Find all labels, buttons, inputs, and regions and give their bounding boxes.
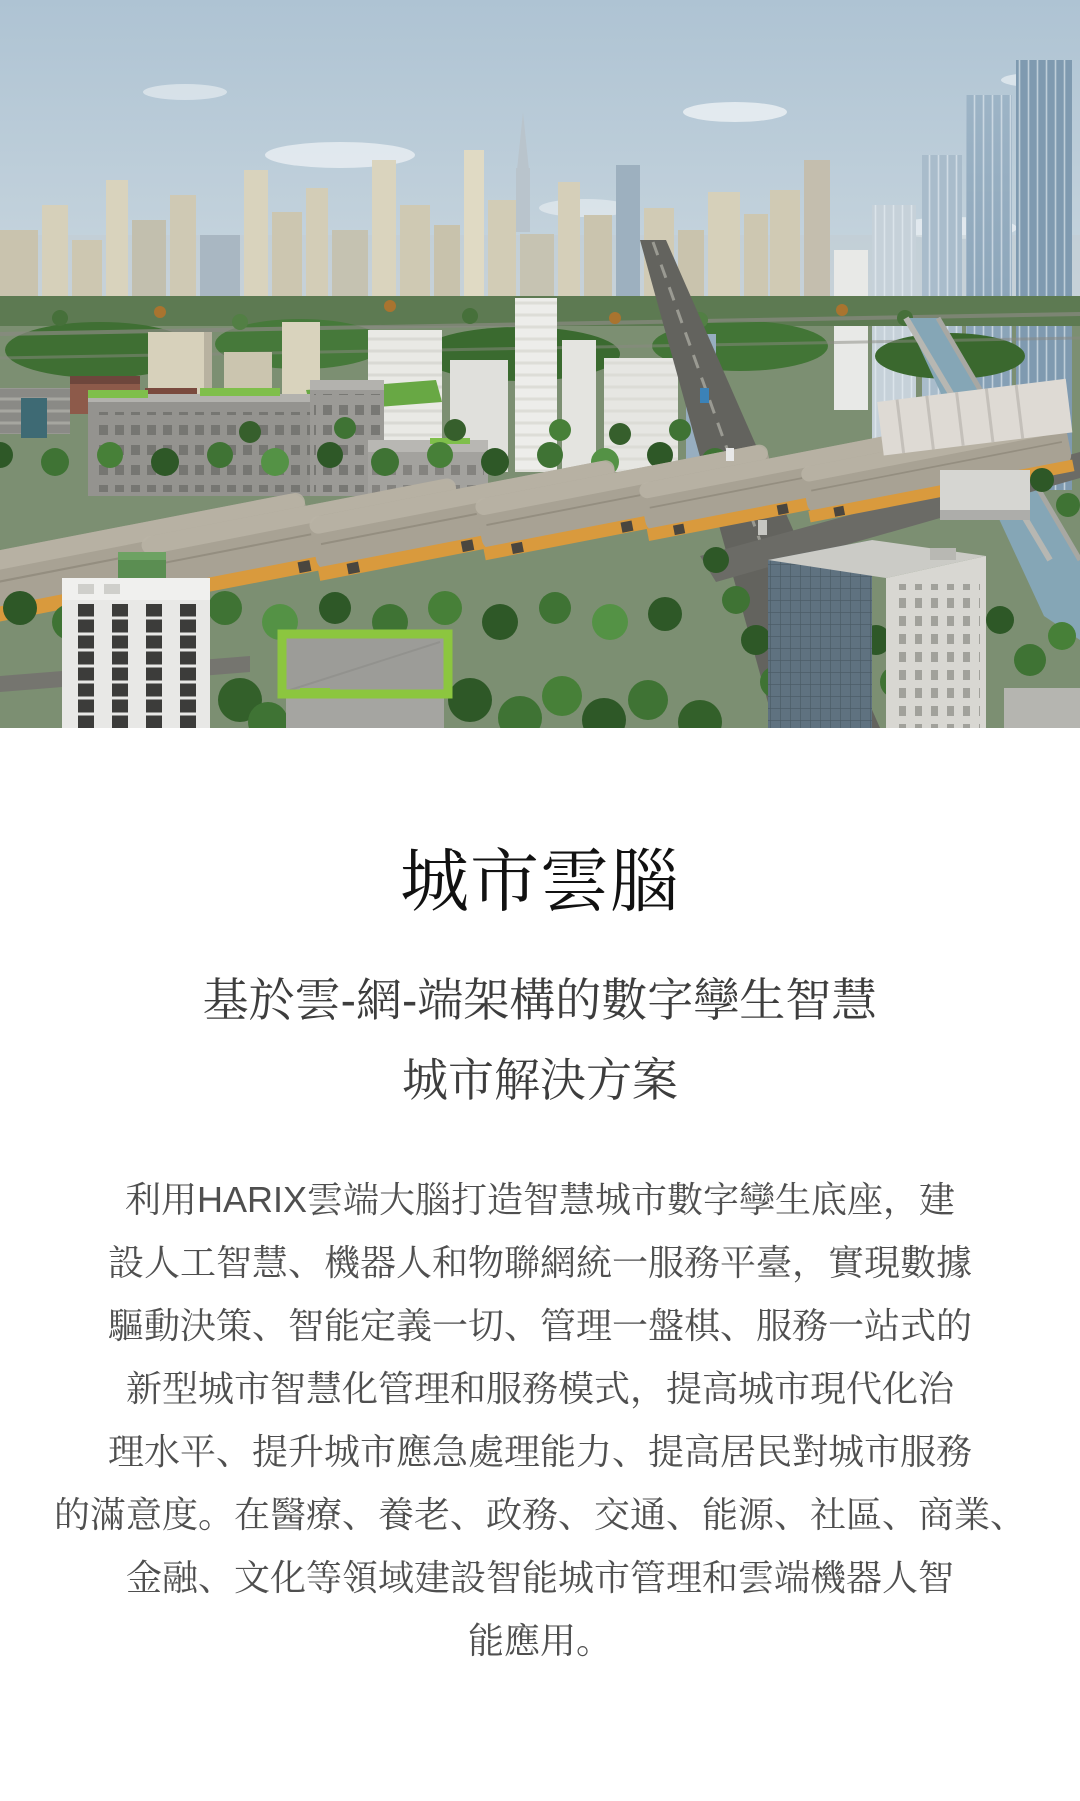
- page-subtitle: [0, 960, 1080, 1120]
- page-title: 城市雲腦: [400, 843, 680, 920]
- paragraph-line: 新型城市智慧化管理和服務模式，提高城市現代化治: [125, 1368, 954, 1410]
- hero-image: [0, 0, 1080, 728]
- paragraph-line: 金融、文化等領域建設智能城市管理和雲端機器人智: [125, 1557, 954, 1599]
- description-paragraph: [50, 1168, 1030, 1672]
- paragraph-line: 驅動決策、智能定義一切、管理一盤棋、服務一站式的: [107, 1305, 972, 1347]
- paragraph-line: 設人工智慧、機器人和物聯網統一服務平臺，實現數據: [107, 1242, 972, 1284]
- paragraph-line: 理水平、提升城市應急處理能力、提高居民對城市服務: [107, 1431, 972, 1473]
- paragraph-line: 的滿意度。在醫療、養老、政務、交通、能源、社區、商業、: [53, 1494, 1026, 1536]
- city-render-svg: [0, 0, 1080, 728]
- paragraph-line: 利用HARIX雲端大腦打造智慧城市數字孿生底座，建: [124, 1179, 956, 1221]
- residential-tower: [62, 552, 210, 728]
- subtitle-line-1: 基於雲-網-端架構的數字孿生智慧: [202, 974, 878, 1027]
- content-section: [0, 843, 1080, 1672]
- subtitle-line-2: 城市解決方案: [402, 1054, 678, 1107]
- paragraph-line: 能應用。: [467, 1620, 612, 1662]
- green-roof-building: [282, 634, 448, 728]
